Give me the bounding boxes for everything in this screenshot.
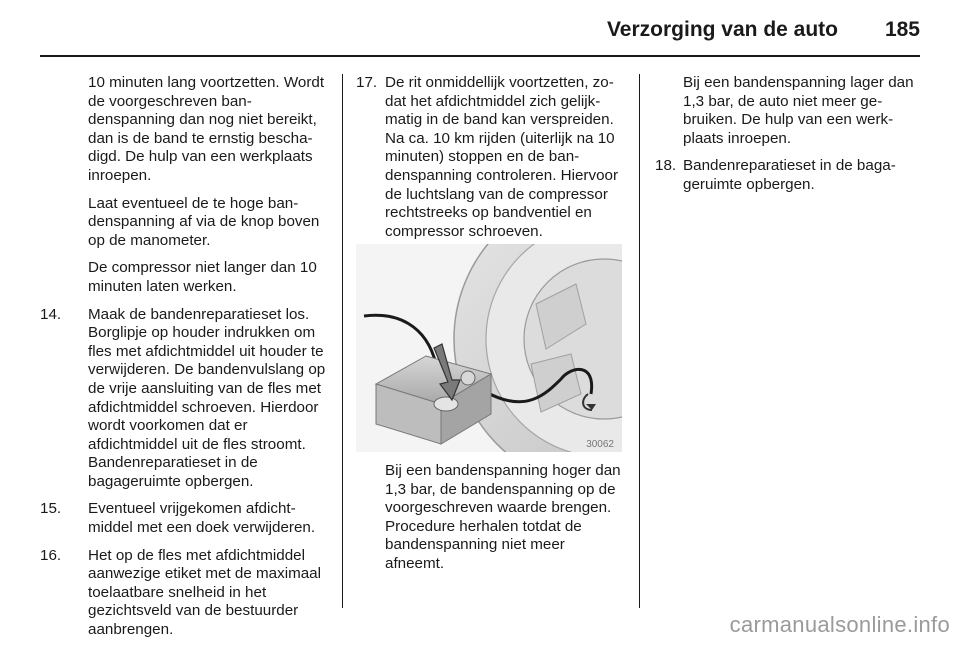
header-rule: [40, 55, 920, 57]
list-item-number: 17.: [356, 74, 378, 91]
page-title: Verzorging van de auto: [606, 18, 838, 41]
column-left: [40, 74, 330, 649]
continued-paragraph: Bij een bandenspanning lager dan 1,3 bar, de auto niet meer gebruiken. De hulp van een werkplaats inroepen.: [683, 74, 914, 147]
page-number: 185: [884, 18, 920, 41]
list-item: [40, 547, 330, 640]
continued-paragraph: 10 minuten lang voortzetten. Wordt de voorgeschreven bandenspanning dan nog niet bereikt, dan is de band te ernstig beschadigd. De hulp van een werkplaats inroepen.: [88, 74, 325, 184]
watermark-text: carmanualsonline.info: [729, 612, 950, 637]
column-middle: [356, 74, 628, 250]
list-item-text: Maak de bandenreparatieset los. Borglipje op houder indrukken om fles met afdichtmiddel uit houder te verwijderen. De bandenvulslang op de vrije aansluiting van de fles met afdichtmiddel schroeven. Hierdoor wordt voorkomen dat er afdichtmiddel uit de fles stroomt. Bandenreparatieset in de bagageruimte opbergen.: [88, 305, 326, 490]
list-item-text: Bandenreparatieset in de bagageruimte opbergen.: [683, 157, 896, 193]
column-divider: [639, 74, 640, 608]
page-header: [40, 18, 920, 48]
continued-paragraph: Laat eventueel de te hoge bandenspanning af via de knop boven op de manometer.: [88, 194, 320, 249]
list-item: [356, 74, 628, 241]
continued-paragraph: De compressor niet langer dan 10 minuten laten werken.: [88, 259, 317, 295]
list-item-number: 16.: [40, 546, 62, 564]
list-item-number: 15.: [40, 500, 62, 518]
column-divider: [342, 74, 343, 608]
figure-code: 30062: [586, 439, 614, 450]
list-item-text: Eventueel vrijgekomen afdichtmiddel met een doek verwijderen.: [88, 500, 316, 537]
compressor-illustration: [356, 244, 622, 452]
list-item: [40, 306, 330, 492]
list-item-text: Het op de fles met afdichtmiddel aanwezige etiket met de maximaal toelaatbare snelheid in het gezichtsveld van de bestuurder aanbrengen.: [88, 546, 321, 639]
list-item: [40, 500, 330, 537]
column-right: [655, 74, 925, 204]
list-item-number: 18.: [655, 157, 677, 175]
list-item: [655, 157, 925, 194]
list-item-text: De rit onmiddellijk voortzetten, zodat het afdichtmiddel zich gelijkmatig in de band kan verspreiden. Na ca. 10 km rijden (uiterlijk na 10 minuten) stoppen en de bandenspanning controleren. Hiervoor de luchtslang van de compressor rechtstreeks op bandventiel en compressor schroeven.: [385, 74, 619, 240]
tire-compressor-drawing: [356, 244, 622, 452]
paragraph-after-figure: Bij een bandenspanning hoger dan 1,3 bar, de bandenspanning op de voorgeschreven waarde brengen. Procedure herhalen totdat de bandenspanning niet meer afneemt.: [385, 462, 621, 572]
list-item-number: 14.: [40, 305, 62, 323]
